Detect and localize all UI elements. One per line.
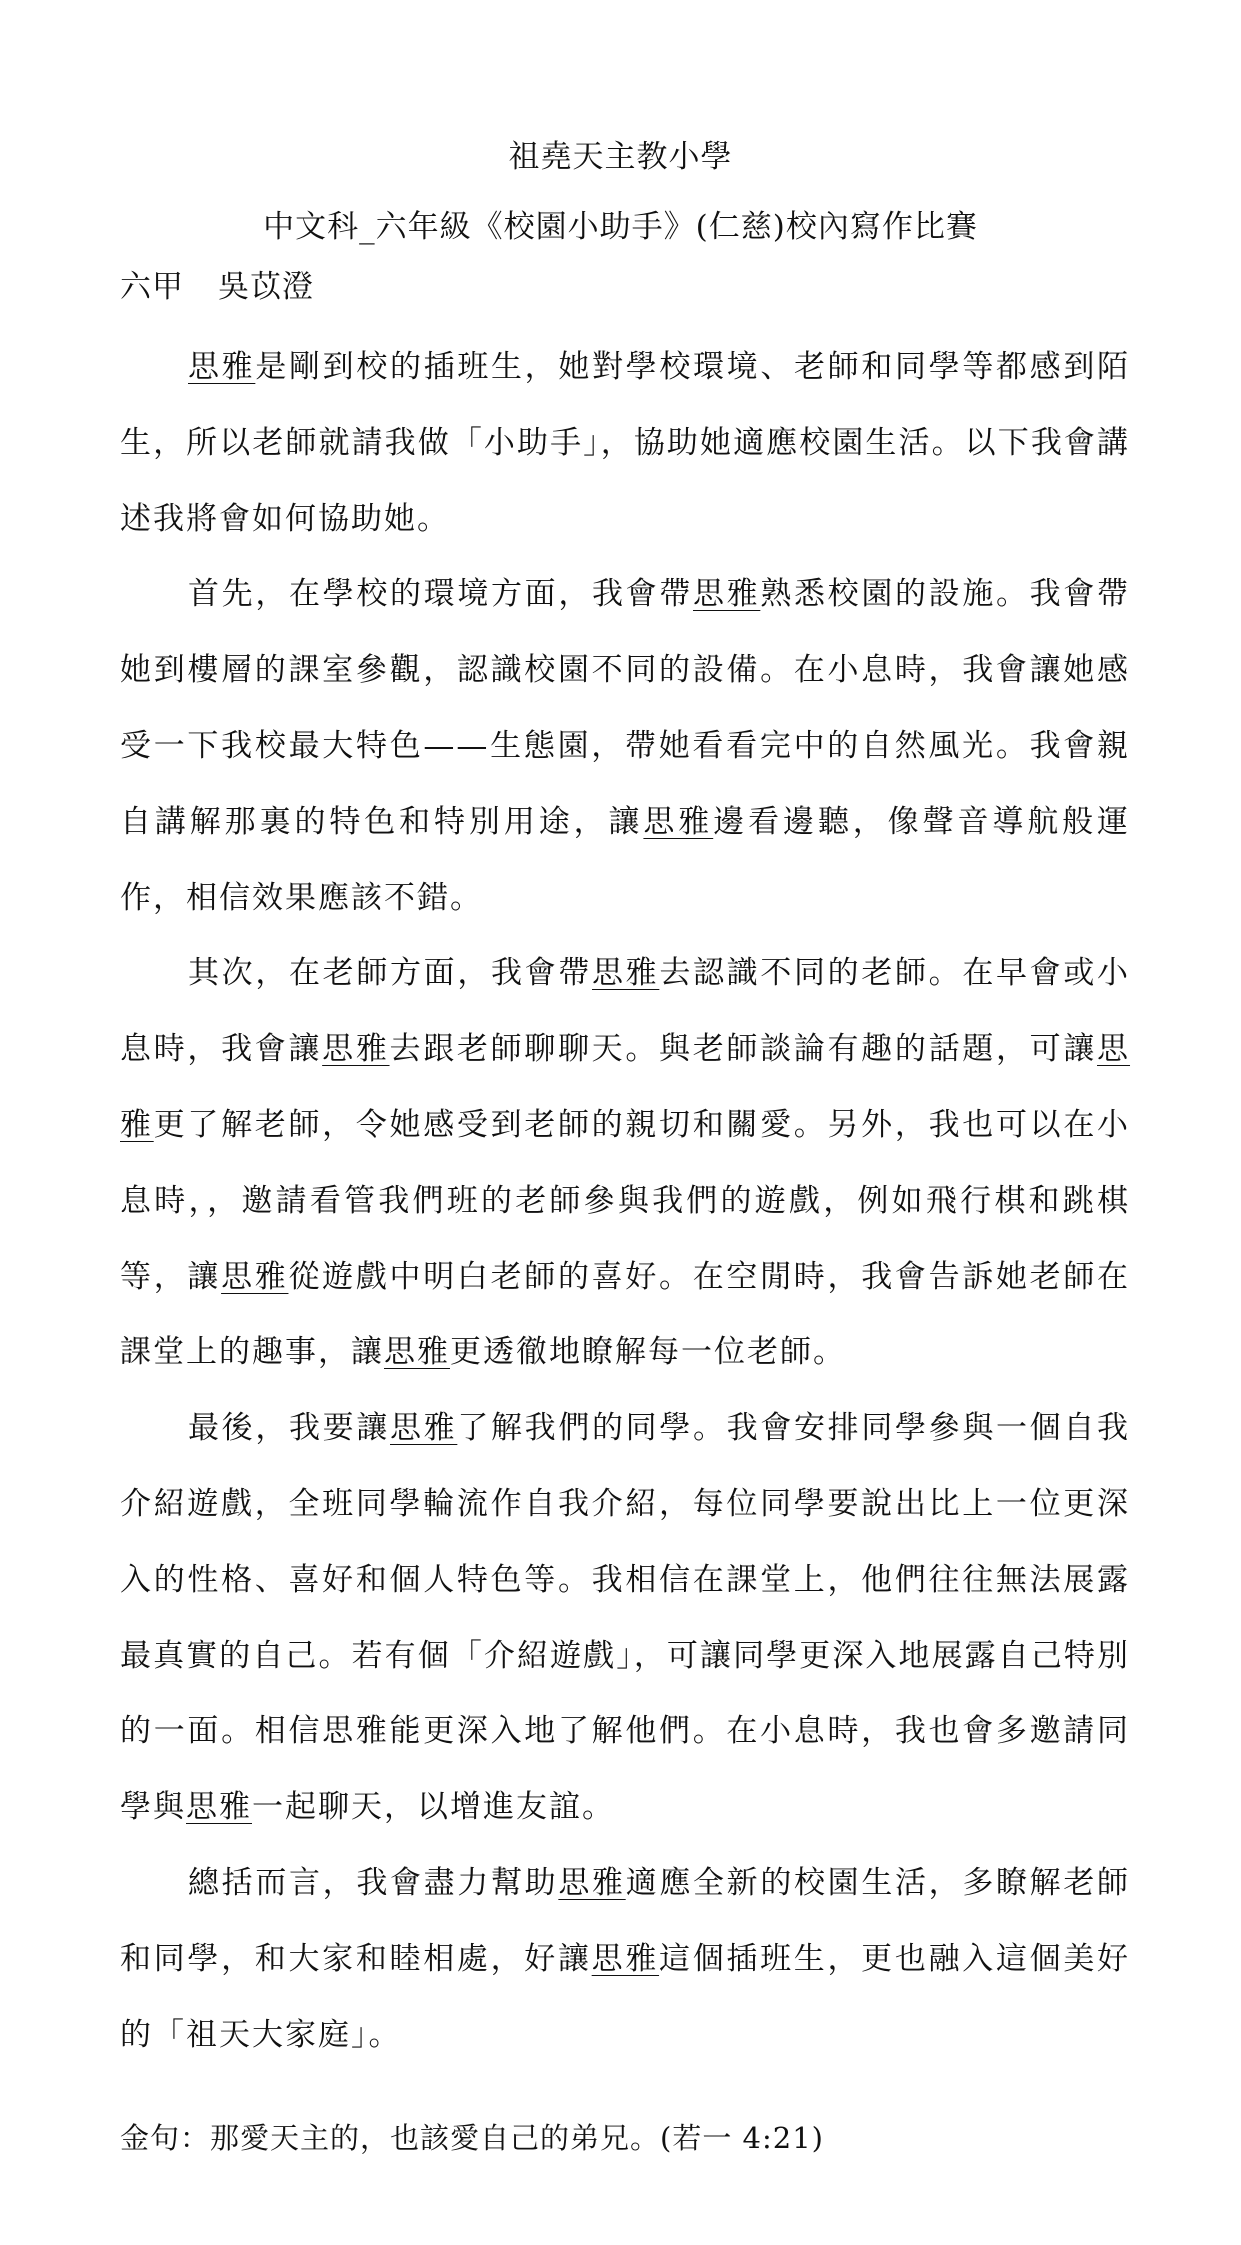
scripture-verse: 金句：那愛天主的，也該愛自己的弟兄。(若一 4:21) [120,2121,824,2155]
paragraph-text: 其次，在老師方面，我會帶 [188,955,592,992]
essay-paragraph [120,936,1130,1391]
essay-paragraph [120,1846,1130,2073]
underlined-name: 思雅 [558,1864,626,1901]
underlined-name: 思雅 [188,349,256,385]
paragraph-text: 總括而言，我會盡力幫助 [188,1864,559,1901]
underlined-name: 思雅 [221,1258,289,1295]
underlined-name: 思雅 [186,1789,252,1826]
underlined-name: 思雅 [693,576,761,613]
contest-title: 中文科_六年級《校園小助手》(仁慈)校內寫作比賽 [263,209,978,245]
paragraph-text: 是剛到校的插班生，她對學校環境、老師和同學等都感到陌生，所以老師就請我做「小助手」，協助她適應校園生活。以下我會講述我將會如何協助她。 [120,349,1131,537]
underlined-name: 思雅 [591,1940,660,1977]
underlined-name: 思雅 [643,803,714,840]
author-name: 吳苡澄 [218,269,314,305]
underlined-name: 思雅 [120,1031,1131,1143]
paragraph-text: 首先，在學校的環境方面，我會帶 [188,576,693,613]
author-line [120,267,314,307]
essay-paragraph [120,1391,1130,1846]
underlined-name: 思雅 [322,1031,390,1068]
school-name: 祖堯天主教小學 [508,139,733,175]
paragraph-text: 邊看邊聽，像聲音導航般運作，相信效果應該不錯。 [120,803,1131,916]
paragraph-text: 更透徹地瞭解每一位老師。 [450,1334,846,1371]
paragraph-text: 熟悉校園的設施。我會帶她到樓層的課室參觀，認識校園不同的設備。在小息時，我會讓她感受一下我校最大特色——生態園，帶她看看完中的自然風光。我會親自講解那裏的特色和特別用途，讓 [120,576,1131,840]
paragraph-text: 去認識不同的老師。在早會或小息時，我會讓 [120,955,1131,1068]
paragraph-text: 最後，我要讓 [188,1410,390,1447]
paragraph-text: 適應全新的校園生活，多瞭解老師和同學，和大家和睦相處，好讓 [120,1864,1131,1977]
author-class: 六甲 [120,269,184,305]
paragraph-text: 一起聊天，以增進友誼。 [252,1789,615,1826]
underlined-name: 思雅 [592,955,660,992]
paragraph-text: 這個插班生，更也融入這個美好的「祖天大家庭」。 [120,1940,1131,2053]
essay-paragraph [120,330,1130,557]
paragraph-text: 從遊戲中明白老師的喜好。在空閒時，我會告訴她老師在課堂上的趣事，讓 [120,1258,1131,1371]
underlined-name: 思雅 [390,1410,458,1447]
essay-body [120,330,1130,2073]
paragraph-text: 更了解老師，令她感受到老師的親切和關愛。另外，我也可以在小息時，，邀請看管我們班的老師參與我們的遊戲，例如飛行棋和跳棋等，讓 [120,1106,1131,1295]
essay-paragraph [120,557,1130,936]
underlined-name: 思雅 [384,1334,450,1371]
paragraph-text: 去跟老師聊聊天。與老師談論有趣的話題，可讓 [389,1031,1098,1068]
paragraph-text: 了解我們的同學。我會安排同學參與一個自我介紹遊戲，全班同學輪流作自我介紹，每位同學要說出比上一位更深入的性格、喜好和個人特色等。我相信在課堂上，他們往往無法展露最真實的自己。若有個「介紹遊戲」，可讓同學更深入地展露自己特別的一面。相信思雅能更深入地了解他們。在小息時，我也會多邀請同學與 [120,1410,1131,1826]
